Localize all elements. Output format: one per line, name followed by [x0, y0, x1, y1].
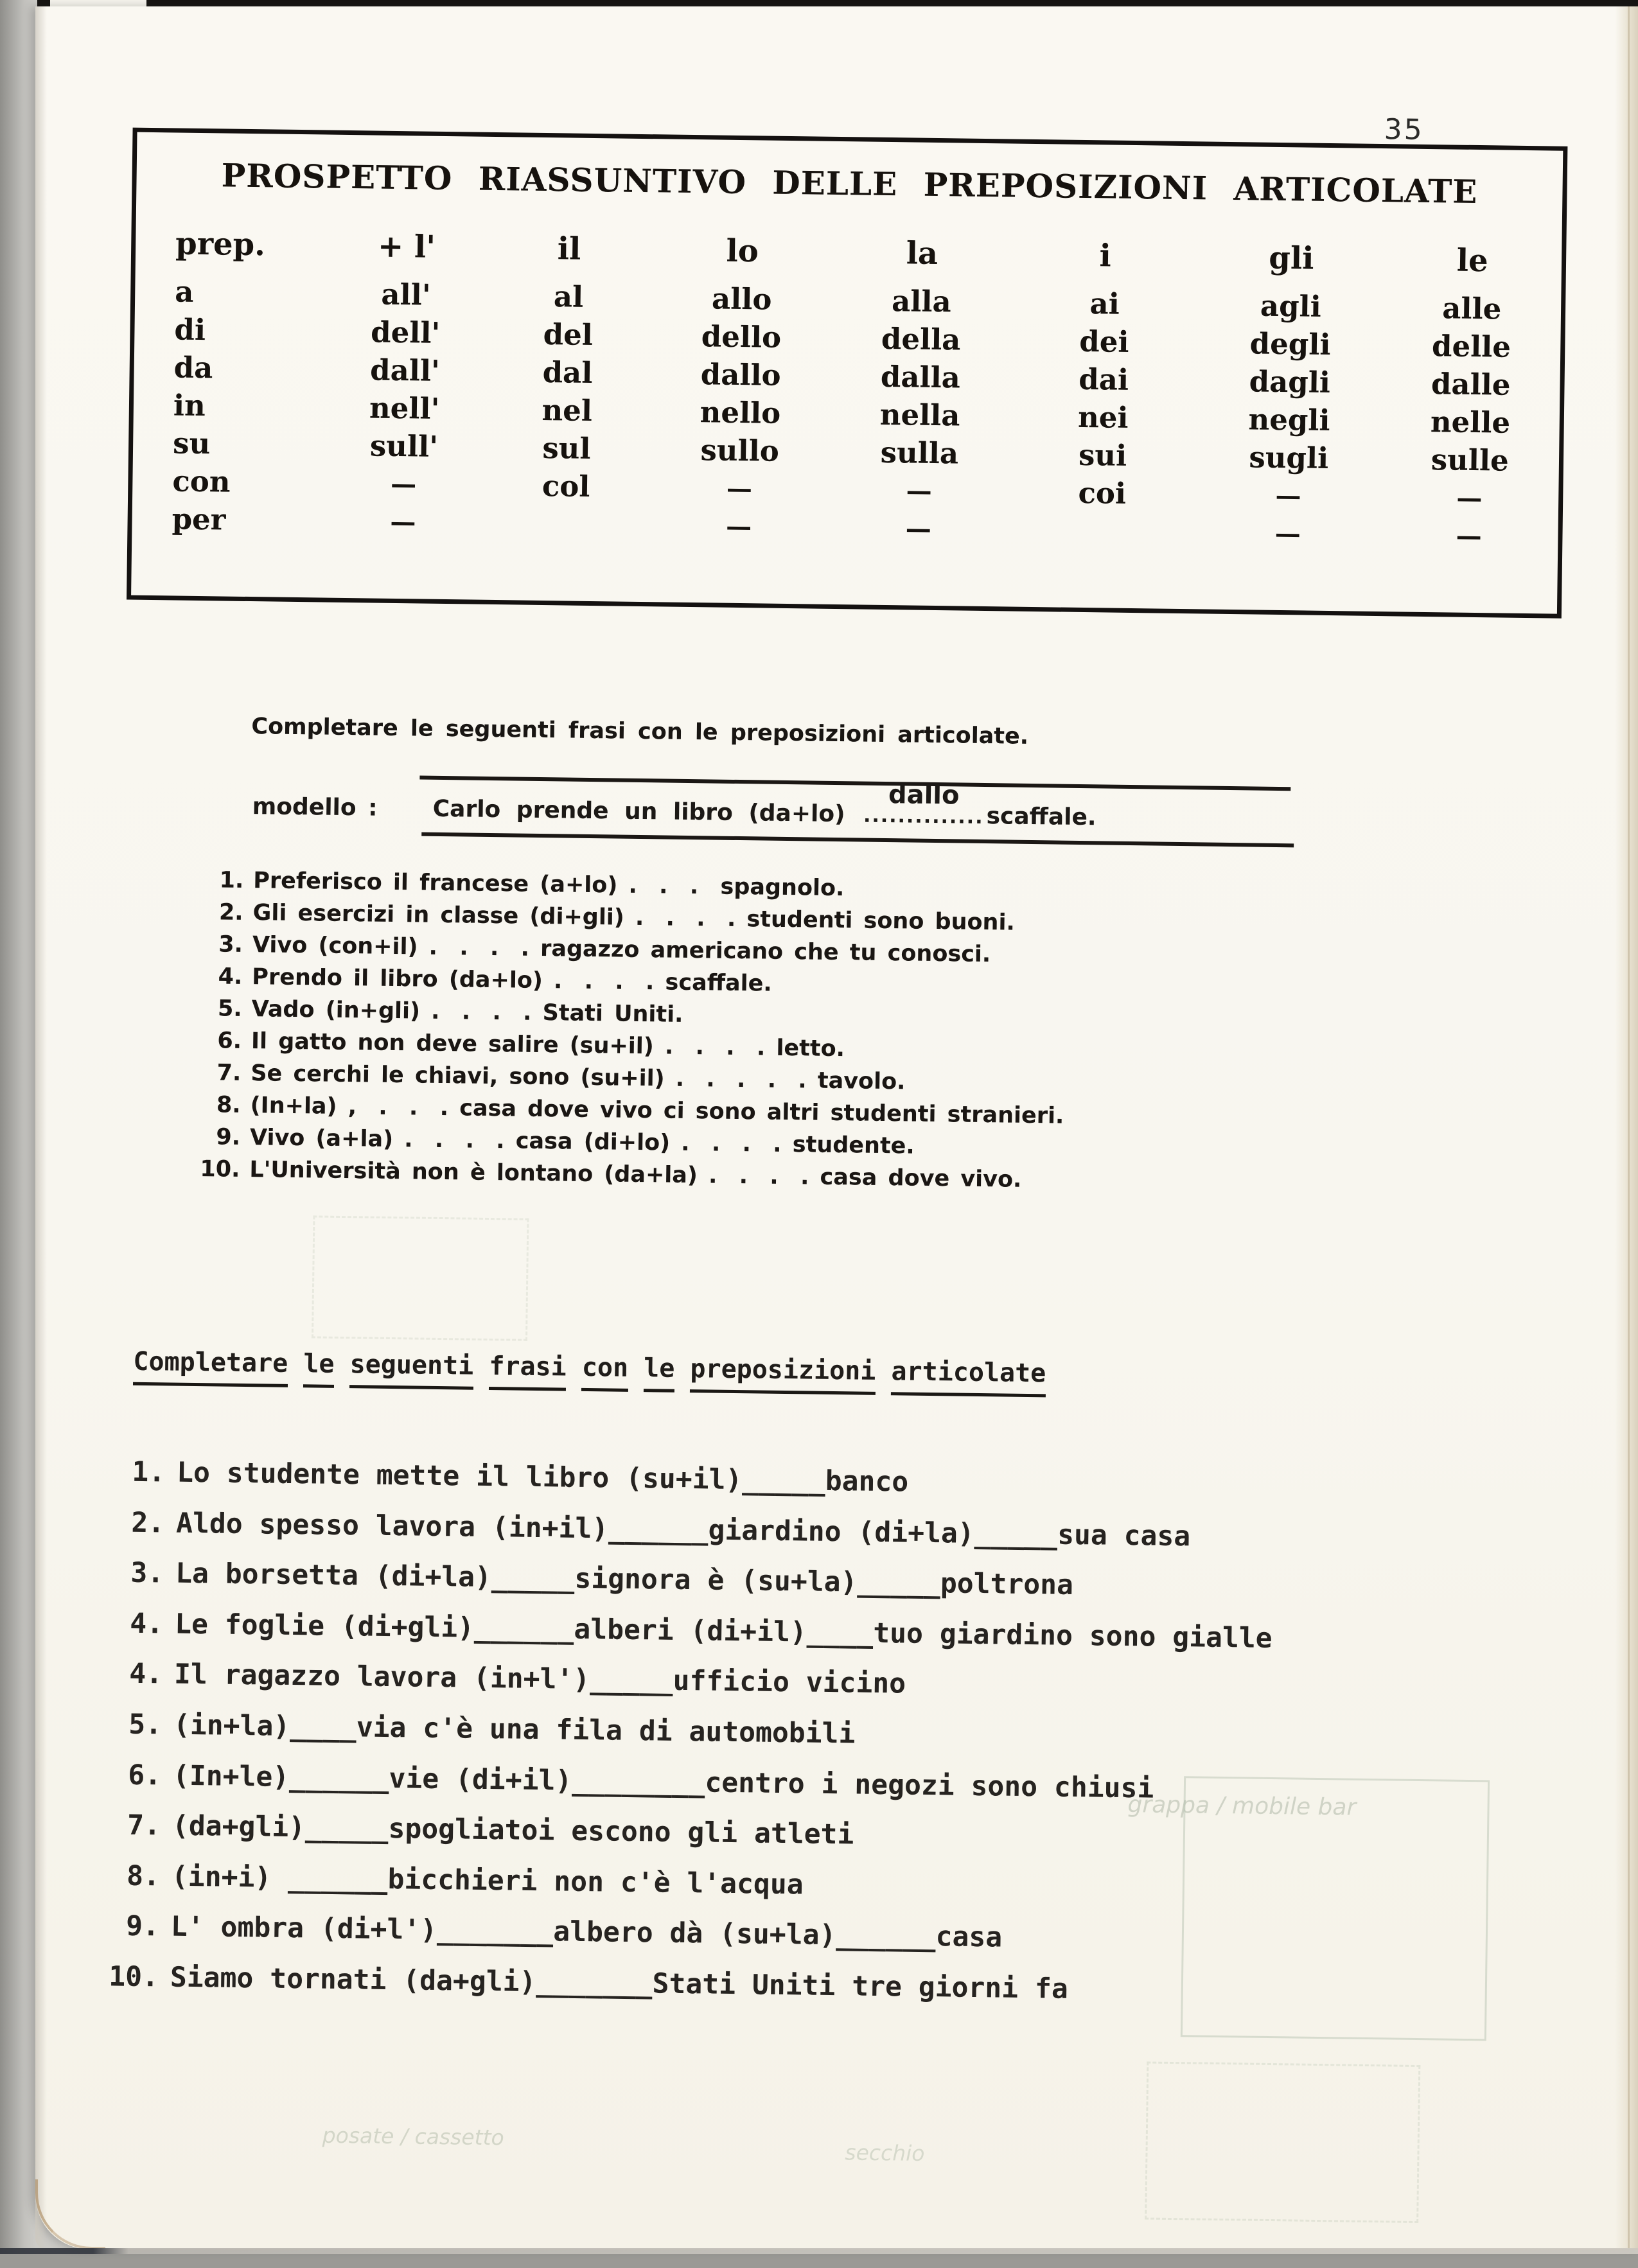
table-cell: —: [1456, 520, 1482, 552]
item-text: Siamo tornati (da+gli)_______Stati Uniti tre giorni fa: [170, 1961, 1069, 2005]
exercise2-heading-word: le: [644, 1353, 675, 1393]
table-cell: nel: [542, 392, 593, 428]
model-before: Carlo prende un libro (da+lo): [432, 795, 845, 828]
bleed-through-text: grappa / mobile bar: [1127, 1791, 1357, 1821]
exercise2-heading-word: preposizioni: [690, 1354, 876, 1395]
book-bottom-edge: [0, 2248, 1638, 2254]
table-cell: [482, 504, 648, 544]
exercise2-list: [10, 1454, 1274, 2026]
table-cell: sui: [1078, 437, 1127, 473]
item-number: 4.: [218, 963, 243, 990]
table-cell: al: [553, 279, 584, 314]
table-cell: —: [390, 506, 416, 538]
page-number: 35: [1384, 113, 1425, 146]
item-number: 4.: [128, 1658, 163, 1691]
item-number: 10.: [108, 1960, 159, 1994]
bleed-through-artifact: [312, 1215, 529, 1341]
table-cell: sullo: [700, 433, 780, 468]
table-cell: nei: [1077, 400, 1129, 435]
bleed-through-artifact: [1145, 2062, 1420, 2224]
item-text: (in+i) ______bicchieri non c'è l'acqua: [171, 1860, 804, 1901]
item-text: Le foglie (di+gli)______alberi (di+il)____tuo giardino sono gialle: [174, 1608, 1273, 1655]
table-header-cell: prep.: [175, 225, 266, 263]
table-cell: della: [881, 321, 961, 357]
table-cell: —: [905, 513, 932, 544]
table-cell: sugli: [1249, 440, 1329, 475]
item-text: Il ragazzo lavora (in+l')_____ufficio vicino: [173, 1658, 906, 1700]
table-cell: [1007, 511, 1196, 551]
table-cell: —: [906, 475, 932, 506]
table-cell: sulle: [1431, 443, 1509, 478]
exercise1-list: [57, 865, 1067, 1199]
model-dots: ..............: [863, 804, 984, 829]
item-number: 6.: [217, 1028, 242, 1054]
table-cell: degli: [1249, 326, 1331, 362]
item-text: Gli esercizi in classe (di+gli) . . . . studenti sono buoni.: [252, 900, 1016, 936]
item-number: 2.: [131, 1506, 165, 1540]
exercise2-heading-word: frasi: [489, 1351, 567, 1391]
table-header-cell: i: [1099, 238, 1112, 274]
item-text: Preferisco il francese (a+lo) . . . spagnolo.: [253, 868, 845, 902]
table-cell: ai: [1089, 286, 1120, 321]
table-cell: sulla: [880, 435, 959, 471]
item-number: 7.: [127, 1809, 161, 1842]
table-cell: alla: [891, 284, 952, 319]
table-title: PROSPETTO RIASSUNTIVO DELLE PREPOSIZIONI ARTICOLATE: [221, 156, 1478, 211]
modello-bottom-rule: [421, 832, 1294, 848]
table-cell: —: [725, 511, 752, 542]
item-number: 5.: [217, 996, 242, 1022]
table-header-cell: il: [557, 231, 581, 267]
table-cell: alle: [1441, 291, 1502, 326]
table-cell: dalla: [880, 359, 961, 395]
table-header-cell: + l': [377, 228, 436, 265]
table-cell: negli: [1248, 402, 1330, 438]
table-cell: col: [542, 468, 590, 504]
table-header-cell: gli: [1268, 240, 1314, 277]
table-cell: —: [390, 468, 417, 500]
exercise2-heading-word: seguenti: [349, 1349, 473, 1390]
item-number: 8.: [126, 1859, 161, 1893]
item-number: 7.: [216, 1060, 242, 1086]
table-header-cell: le: [1456, 242, 1489, 279]
table-cell: —: [1456, 482, 1483, 514]
item-text: Prendo il libro (da+lo) . . . . scaffale.: [252, 964, 772, 997]
item-text: Se cerchi le chiavi, sono (su+il) . . . . . tavolo.: [251, 1060, 906, 1095]
exercise1-heading: Completare le seguenti frasi con le preposizioni articolate.: [251, 714, 1029, 750]
table-cell: dei: [1079, 324, 1129, 359]
table-prep-cell: in: [173, 388, 206, 423]
exercise2-heading-word: Completare: [133, 1347, 288, 1387]
table-cell: all': [381, 277, 431, 312]
modello-top-rule: [419, 776, 1290, 791]
exercise2-heading-word: con: [581, 1353, 628, 1392]
model-sentence: [432, 780, 1096, 831]
item-text: La borsetta (di+la)_____signora è (su+la)_____poltrona: [175, 1557, 1074, 1602]
item-number: 9.: [216, 1124, 241, 1150]
item-text: Vado (in+gli) . . . . Stati Uniti.: [251, 996, 683, 1028]
table-cell: nelle: [1430, 405, 1511, 440]
table-prep-cell: con: [172, 464, 231, 499]
exercise2-heading: [133, 1347, 1046, 1389]
bleed-through-text: secchio: [845, 2140, 925, 2166]
prepositions-table: [127, 128, 1567, 619]
model-after: scaffale.: [986, 803, 1096, 831]
item-text: (In+le)______vie (di+il)________centro i negozi sono chiusi: [172, 1759, 1154, 1805]
table-cell: delle: [1431, 329, 1511, 364]
table-prep-cell: a: [174, 274, 194, 309]
item-number: 6.: [127, 1759, 162, 1791]
table-cell: nell': [369, 391, 440, 426]
table-cell: dai: [1078, 362, 1129, 397]
item-number: 2.: [218, 899, 243, 926]
item-text: Vivo (a+la) . . . . casa (di+lo) . . . . studente.: [249, 1125, 915, 1159]
table-cell: nella: [879, 397, 960, 433]
table-prep-cell: di: [174, 312, 206, 347]
table-cell: —: [726, 473, 753, 504]
page-content: [7, 4, 1638, 2268]
table-cell: dello: [701, 319, 782, 355]
item-text: L'Università non è lontano (da+la) . . . . casa dove vivo.: [249, 1157, 1022, 1193]
item-number: 1.: [219, 867, 244, 893]
modello-label: modello :: [252, 793, 378, 822]
table-cell: dal: [542, 355, 593, 390]
item-number: 1.: [132, 1455, 166, 1489]
item-number: 3.: [130, 1556, 164, 1590]
item-number: 4.: [130, 1607, 164, 1640]
table-cell: sull': [369, 428, 439, 464]
item-text: Lo studente mette il libro (su+il)_____banco: [176, 1456, 909, 1499]
table-cell: dagli: [1249, 364, 1331, 400]
model-blank: [863, 780, 984, 829]
table-cell: nello: [700, 395, 781, 430]
table-cell: dall': [369, 353, 441, 388]
item-text: Vivo (con+il) . . . . ragazzo americano che tu conosci.: [252, 932, 991, 968]
table-cell: —: [1275, 480, 1301, 511]
item-text: (in+la)____via c'è una fila di automobili: [173, 1709, 856, 1750]
table-cell: del: [543, 317, 594, 352]
table-prep-cell: da: [173, 350, 213, 385]
table-grid: [132, 221, 1562, 556]
table-header-cell: lo: [726, 233, 759, 270]
item-text: Aldo spesso lavora (in+il)______giardino (di+la)_____sua casa: [175, 1507, 1191, 1552]
item-number: 8.: [216, 1092, 241, 1118]
table-cell: dell': [370, 315, 441, 350]
table-cell: sul: [542, 430, 591, 466]
item-text: L' ombra (di+l')_______albero dà (su+la)______casa: [170, 1910, 1003, 1954]
bleed-through-artifact: [1181, 1776, 1490, 2041]
bleed-through-text: posate / cassetto: [322, 2122, 504, 2150]
book-page: [35, 6, 1638, 2249]
table-cell: allo: [711, 281, 772, 317]
item-number: 3.: [218, 931, 243, 958]
model-answer: dallo: [888, 780, 960, 811]
exercise2-heading-word: articolate: [891, 1357, 1046, 1397]
item-number: 5.: [128, 1708, 163, 1741]
table-cell: coi: [1078, 475, 1127, 511]
table-cell: dallo: [700, 357, 781, 392]
table-cell: —: [1274, 518, 1301, 549]
table-prep-cell: per: [172, 502, 226, 537]
table-cell: dalle: [1431, 367, 1511, 402]
table-header-cell: la: [906, 235, 938, 272]
item-text: Il gatto non deve salire (su+il) . . . . letto.: [251, 1028, 845, 1062]
item-number: 10.: [200, 1156, 240, 1182]
item-number: 9.: [125, 1910, 160, 1943]
item-text: (In+la) , . . . casa dove vivo ci sono altri studenti stranieri.: [250, 1093, 1064, 1129]
table-prep-cell: su: [172, 426, 211, 461]
exercise2-heading-word: le: [303, 1349, 335, 1388]
table-cell: agli: [1260, 288, 1322, 324]
item-text: (da+gli)_____spogliatoi escono gli atleti: [172, 1809, 854, 1851]
